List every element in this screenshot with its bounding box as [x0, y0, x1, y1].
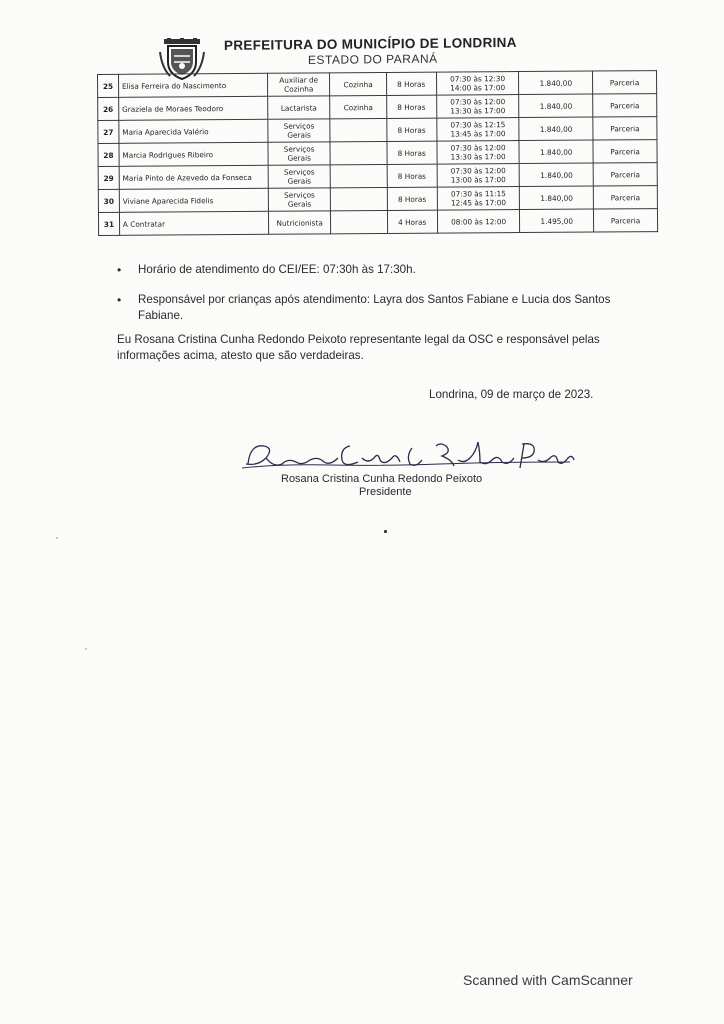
schedule-morning: 07:30 às 12:00: [450, 143, 506, 153]
schedule-morning: 07:30 às 11:15: [450, 189, 506, 199]
row-number: 31: [98, 212, 119, 235]
schedule-morning: 07:30 às 12:15: [450, 120, 506, 130]
contract-type: Parceria: [594, 209, 658, 232]
work-hours: 8 Horas: [386, 118, 436, 141]
contract-type: Parceria: [593, 140, 657, 163]
staff-table: [97, 70, 658, 236]
row-number: 25: [98, 74, 119, 97]
scan-speck: [384, 530, 387, 533]
schedule-afternoon: 13:00 às 17:00: [450, 175, 506, 185]
scan-speck: [85, 648, 87, 650]
attestation-paragraph: Eu Rosana Cristina Cunha Redondo Peixoto representante legal da OSC e responsável pelas informações acima, atesto que são verdadeiras.: [117, 333, 600, 362]
schedule-afternoon: 13:30 às 17:00: [450, 152, 506, 162]
work-schedule: [436, 95, 519, 119]
salary: 1.840,00: [519, 71, 593, 95]
employee-name: Maria Pinto de Azevedo da Fonseca: [119, 165, 268, 189]
salary: 1.840,00: [520, 186, 594, 210]
salary: 1.840,00: [519, 140, 593, 164]
salary: 1.840,00: [519, 117, 593, 141]
employee-role: Lactarista: [267, 96, 330, 119]
salary: 1.840,00: [519, 94, 593, 118]
employee-role: Serviços Gerais: [268, 119, 331, 142]
work-hours: 8 Horas: [387, 141, 437, 164]
employee-name: Graziela de Moraes Teodoro: [119, 96, 268, 120]
employee-sector: Cozinha: [330, 95, 386, 118]
signatory-name: Rosana Cristina Cunha Redondo Peixoto: [281, 473, 483, 485]
schedule-morning: 08:00 às 12:00: [451, 216, 507, 227]
contract-type: Parceria: [593, 94, 657, 117]
employee-name: Marcia Rodrigues Ribeiro: [119, 142, 268, 166]
employee-sector: [331, 164, 387, 187]
employee-sector: Cozinha: [330, 72, 386, 95]
scanner-watermark: Scanned with CamScanner: [463, 972, 633, 988]
employee-role: Nutricionista: [268, 211, 331, 234]
responsible-note: • Responsável por crianças após atendimento: Layra dos Santos Fabiane e Lucia dos Santos Fabiane.: [117, 292, 637, 324]
salary: 1.840,00: [520, 163, 594, 187]
schedule-morning: 07:30 às 12:00: [450, 97, 506, 107]
row-number: 28: [98, 143, 119, 166]
employee-sector: [331, 210, 387, 233]
contract-type: Parceria: [593, 163, 657, 186]
employee-name: A Contratar: [119, 211, 268, 235]
work-schedule: [437, 141, 520, 165]
schedule-afternoon: 14:00 às 17:00: [450, 83, 506, 93]
header-subtitle: ESTADO DO PARANÁ: [307, 51, 438, 67]
employee-name: Maria Aparecida Valério: [119, 119, 268, 143]
salary: 1.495,00: [520, 209, 594, 233]
schedule-morning: 07:30 às 12:00: [450, 166, 506, 176]
work-schedule: [437, 187, 520, 211]
work-hours: 4 Horas: [387, 210, 437, 233]
contract-type: Parceria: [593, 186, 657, 209]
opening-hours-note: • Horário de atendimento do CEI/EE: 07:30h às 17:30h.: [117, 262, 637, 278]
notes-list: [117, 262, 637, 324]
work-schedule: [437, 210, 520, 234]
work-schedule: [437, 164, 520, 188]
employee-sector: [331, 187, 387, 210]
employee-role: Serviços Gerais: [268, 188, 331, 211]
table-row: [98, 209, 657, 236]
document-date: Londrina, 09 de março de 2023.: [429, 388, 594, 401]
schedule-afternoon: 13:30 às 17:00: [450, 106, 506, 116]
employee-role: Serviços Gerais: [268, 165, 331, 188]
contract-type: Parceria: [593, 117, 657, 140]
work-schedule: [437, 118, 520, 142]
employee-sector: [330, 118, 386, 141]
contract-type: Parceria: [593, 71, 657, 94]
scan-speck: [56, 537, 58, 539]
employee-name: Elisa Ferreira do Nascimento: [118, 73, 267, 97]
schedule-morning: 07:30 às 12:30: [450, 74, 506, 84]
row-number: 29: [98, 166, 119, 189]
employee-name: Viviane Aparecida Fidelis: [119, 188, 268, 212]
work-hours: 8 Horas: [386, 72, 436, 95]
row-number: 27: [98, 120, 119, 143]
row-number: 30: [98, 189, 119, 212]
work-hours: 8 Horas: [386, 95, 436, 118]
work-schedule: [436, 72, 519, 96]
schedule-afternoon: 13:45 às 17:00: [450, 129, 506, 139]
signatory-role: Presidente: [359, 486, 412, 498]
work-hours: 8 Horas: [387, 187, 437, 210]
work-hours: 8 Horas: [387, 164, 437, 187]
header-title: PREFEITURA DO MUNICÍPIO DE LONDRINA: [223, 34, 517, 53]
row-number: 26: [98, 97, 119, 120]
schedule-afternoon: 12:45 às 17:00: [450, 198, 507, 208]
employee-sector: [330, 141, 386, 164]
employee-role: Serviços Gerais: [268, 142, 331, 165]
employee-role: Auxiliar de Cozinha: [267, 73, 330, 96]
